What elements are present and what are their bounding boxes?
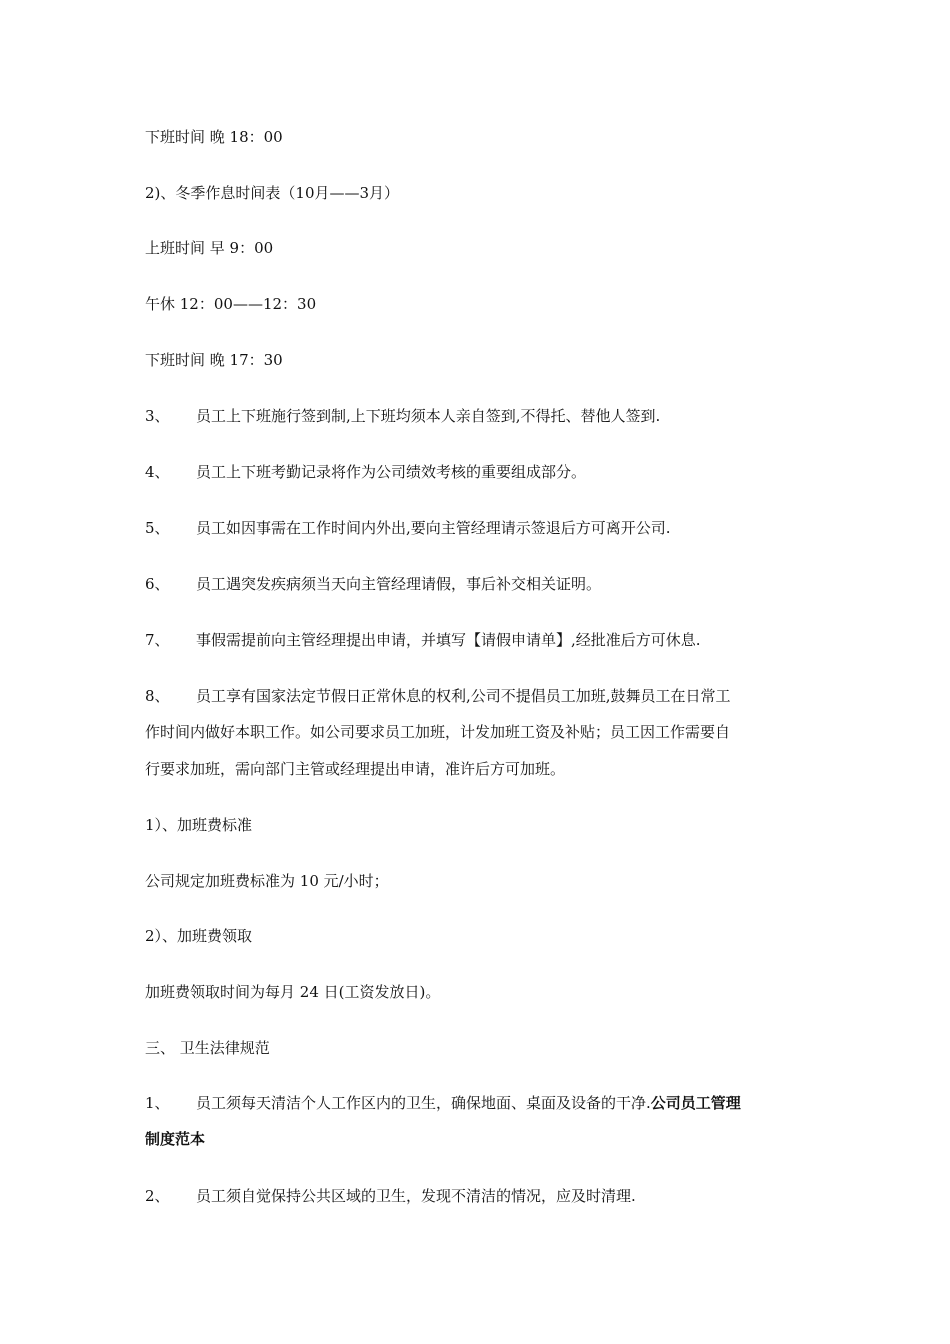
item-text: 员工上下班施行签到制,上下班均须本人亲自签到,不得托、替他人签到. [196, 407, 661, 425]
rule-item-8-line-2: 作时间内做好本职工作。如公司要求员工加班，计发加班工资及补贴；员工因工作需要自 [145, 723, 731, 741]
overtime-standard-text: 公司规定加班费标准为 10 元/小时； [145, 872, 389, 890]
item-number: 3、 [145, 407, 170, 425]
rule-item-3 [145, 406, 660, 426]
rule-item-8 [145, 686, 731, 706]
item-number: 8、 [145, 687, 170, 705]
item-number: 5、 [145, 519, 170, 537]
off-work-time-summer: 下班时间 晚 18：00 [145, 128, 283, 146]
rule-item-6 [145, 574, 601, 594]
item-text: 员工遇突发疾病须当天向主管经理请假，事后补交相关证明。 [196, 575, 602, 593]
winter-schedule-heading: 2)、冬季作息时间表（10月——3月） [145, 184, 400, 202]
on-work-time-winter: 上班时间 早 9：00 [145, 239, 274, 257]
rule-item-5 [145, 518, 671, 538]
hygiene-item-2 [145, 1186, 636, 1206]
item-text: 员工如因事需在工作时间内外出,要向主管经理请示签退后方可离开公司. [196, 519, 671, 537]
item-number: 7、 [145, 631, 170, 649]
item-number: 6、 [145, 575, 170, 593]
item-text: 员工须每天清洁个人工作区内的卫生，确保地面、桌面及设备的干净. [196, 1094, 651, 1112]
item-number: 2、 [145, 1187, 170, 1205]
item-text: 事假需提前向主管经理提出申请，并填写【请假申请单】,经批准后方可休息. [196, 631, 701, 649]
item-text: 员工上下班考勤记录将作为公司绩效考核的重要组成部分。 [196, 463, 587, 481]
overtime-pay-heading: 2）、加班费领取 [145, 927, 253, 945]
overtime-standard-heading: 1）、加班费标准 [145, 816, 253, 834]
item-number: 4、 [145, 463, 170, 481]
item-text: 员工须自觉保持公共区域的卫生，发现不清洁的情况，应及时清理. [196, 1187, 636, 1205]
watermark-title-part-1: 公司员工管理 [650, 1094, 741, 1112]
item-text: 员工享有国家法定节假日正常休息的权利,公司不提倡员工加班,鼓舞员工在日常工 [196, 687, 731, 705]
item-number: 1、 [145, 1094, 170, 1112]
hygiene-item-1 [145, 1093, 741, 1113]
section-heading-hygiene: 三、 卫生法律规范 [145, 1039, 270, 1057]
watermark-title-part-2: 制度范本 [145, 1130, 206, 1148]
rule-item-4 [145, 462, 586, 482]
lunch-break-winter: 午休 12：00——12：30 [145, 295, 317, 313]
off-work-time-winter: 下班时间 晚 17：30 [145, 351, 283, 369]
rule-item-8-line-3: 行要求加班，需向部门主管或经理提出申请，准许后方可加班。 [145, 760, 566, 778]
overtime-pay-text: 加班费领取时间为每月 24 日(工资发放日)。 [145, 983, 441, 1001]
rule-item-7 [145, 630, 701, 650]
